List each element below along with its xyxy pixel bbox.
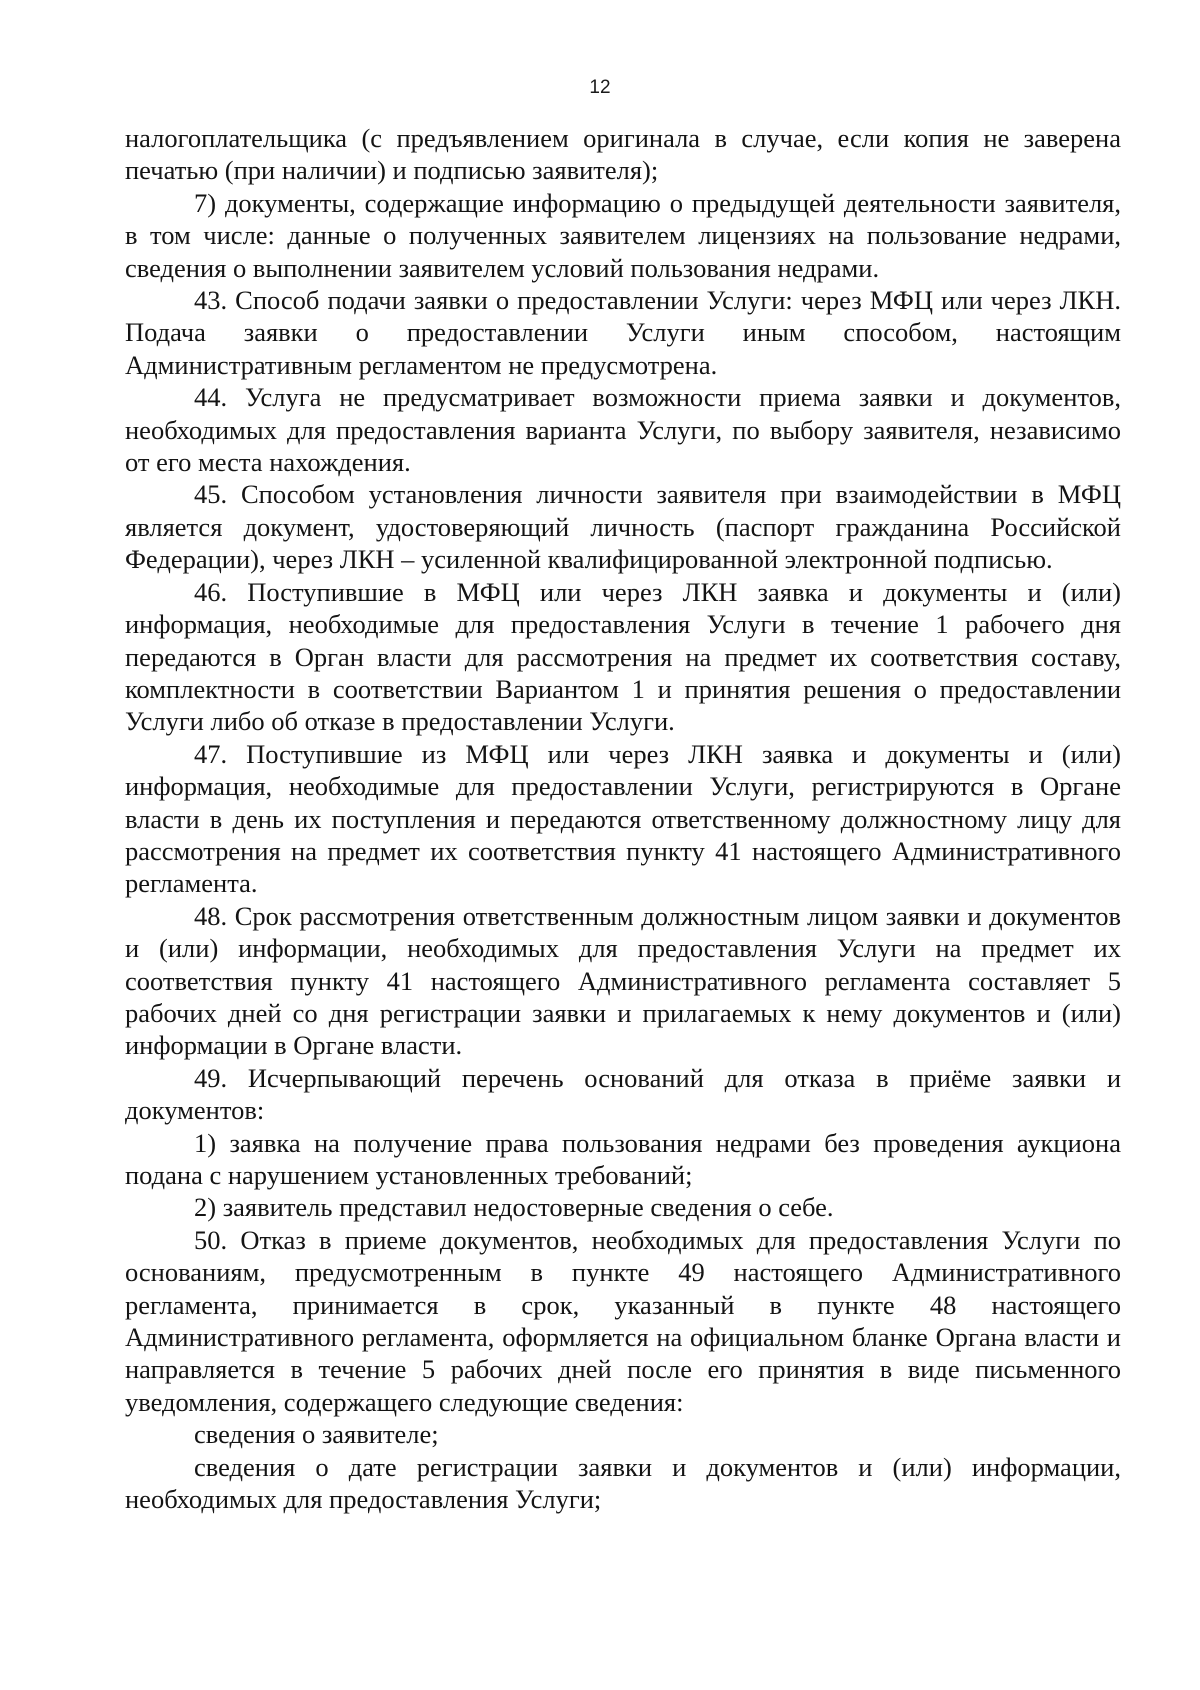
paragraph-50-info-applicant: сведения о заявителе; [194, 1419, 439, 1450]
document-body [125, 122, 1121, 1515]
paragraph-item-7: 7) документы, содержащие информацию о предыдущей деятельности заявителя, в том числе: данные о полученных заявителем лицензиях на пользование недрами, сведения о выполнении заявителем условий пользования недрами. [125, 187, 1121, 283]
paragraph-49-item-1: 1) заявка на получение права пользования недрами без проведения аукциона подана с нарушением установленных требований; [125, 1127, 1121, 1190]
paragraph-48: 48. Срок рассмотрения ответственным должностным лицом заявки и документов и (или) информации, необходимых для предоставления Услуги на предмет их соответствия пункту 41 настоящего Административного регламента составляет 5 рабочих дней со дня регистрации заявки и прилагаемых к нему документов и (или) информации в Органе власти. [125, 900, 1121, 1061]
paragraph-45: 45. Способом установления личности заявителя при взаимодействии в МФЦ является документ, удостоверяющий личность (паспорт гражданина Российской Федерации), через ЛКН – усиленной квалифицированной электронной подписью. [125, 479, 1121, 575]
page-number: 12 [589, 77, 611, 98]
paragraph-46: 46. Поступившие в МФЦ или через ЛКН заявка и документы и (или) информация, необходимые для предоставления Услуги в течение 1 рабочего дня передаются в Орган власти для рассмотрения на предмет их соответствия составу, комплектности в соответствии Вариантом 1 и принятия решения о предоставлении Услуги либо об отказе в предоставлении Услуги. [125, 576, 1121, 737]
paragraph-49-item-2: 2) заявитель представил недостоверные сведения о себе. [194, 1192, 834, 1223]
paragraph-44: 44. Услуга не предусматривает возможности приема заявки и документов, необходимых для предоставления варианта Услуги, по выбору заявителя, независимо от его места нахождения. [125, 382, 1121, 478]
paragraph-50: 50. Отказ в приеме документов, необходимых для предоставления Услуги по основаниям, предусмотренным в пункте 49 настоящего Административного регламента, принимается в срок, указанный в пункте 48 настоящего Административного регламента, оформляется на официальном бланке Органа власти и направляется в течение 5 рабочих дней после его принятия в виде письменного уведомления, содержащего следующие сведения: [125, 1224, 1121, 1417]
paragraph-continuation: налогоплательщика (с предъявлением оригинала в случае, если копия не заверена печатью (при наличии) и подписью заявителя); [125, 123, 1121, 186]
paragraph-50-info-registration-date: сведения о дате регистрации заявки и документов и (или) информации, необходимых для предоставления Услуги; [125, 1451, 1121, 1515]
paragraph-47: 47. Поступившие из МФЦ или через ЛКН заявка и документы и (или) информация, необходимые для предоставлении Услуги, регистрируются в Органе власти в день их поступления и передаются ответственному должностному лицу для рассмотрения на предмет их соответствия пункту 41 настоящего Административного регламента. [125, 738, 1121, 899]
paragraph-43: 43. Способ подачи заявки о предоставлении Услуги: через МФЦ или через ЛКН. Подача заявки о предоставлении Услуги иным способом, настоящим Административным регламентом не предусмотрена. [125, 285, 1121, 380]
paragraph-49: 49. Исчерпывающий перечень оснований для отказа в приёме заявки и документов: [125, 1062, 1121, 1126]
